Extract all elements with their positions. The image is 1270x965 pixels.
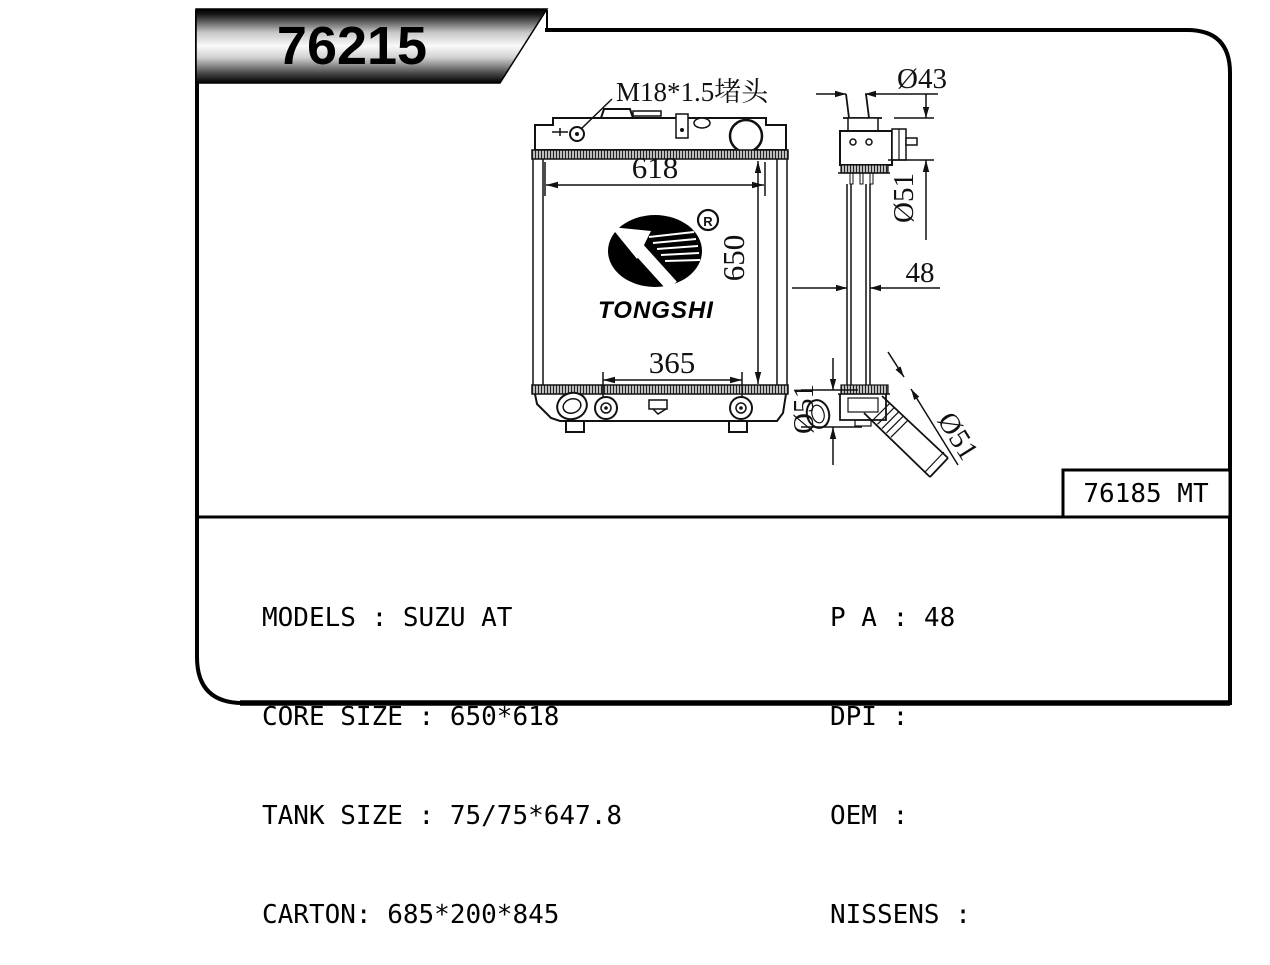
plug-dot (575, 132, 579, 136)
bottom-foot-right (729, 421, 747, 432)
dim-365-text: 365 (648, 345, 696, 380)
dim-650-text: 650 (716, 234, 751, 282)
side-bracket-pin (906, 138, 917, 145)
registered-mark: R (703, 214, 713, 229)
side-top-fins (841, 165, 888, 173)
filler-cap (601, 109, 633, 118)
spec-models: MODELS : SUZU AT (262, 603, 513, 633)
spec-dpi: DPI : (830, 702, 909, 732)
code-box-text: 76185 MT (1083, 479, 1209, 509)
filler-opening (730, 120, 762, 152)
filler-cap-lever (633, 111, 661, 116)
spec-column-right (830, 536, 971, 965)
spec-column-left (262, 536, 622, 965)
side-core-column (847, 184, 870, 385)
top-bracket-hole (680, 128, 684, 132)
bottom-foot-left (566, 421, 584, 432)
top-clip (694, 118, 710, 128)
part-number: 76215 (276, 16, 428, 76)
spec-carton: CARTON: 685*200*845 (262, 900, 560, 930)
dim-618-text: 618 (631, 150, 679, 185)
logo-wordmark: TONGSHI (598, 297, 714, 324)
dim-650 (755, 161, 761, 384)
spec-core-size: CORE SIZE : 650*618 (262, 702, 560, 732)
dim-43-text: Ø43 (897, 63, 947, 95)
tongshi-logo (598, 210, 718, 324)
spec-pa: P A : 48 (830, 603, 956, 633)
spec-tank-size: TANK SIZE : 75/75*647.8 (262, 801, 623, 831)
side-outlet-pipe (864, 396, 948, 477)
bottom-bracket (649, 400, 667, 409)
mount-bolt-left (595, 397, 617, 419)
dim-outlet-51-side-text: Ø51 (788, 384, 820, 434)
dim-outlet-51-text: Ø51 (930, 406, 985, 466)
plug-label: M18*1.5堵头 (616, 77, 769, 107)
dim-inlet-51-text: Ø51 (888, 173, 920, 223)
side-filler-neck (848, 118, 878, 131)
mount-bolt-right (730, 397, 752, 419)
part-number-banner (196, 9, 547, 83)
dim-48-text: 48 (905, 257, 935, 289)
top-bracket (676, 114, 688, 138)
spec-nissens: NISSENS : (830, 900, 971, 930)
spec-oem: OEM : (830, 801, 909, 831)
side-top-tank (840, 131, 892, 165)
